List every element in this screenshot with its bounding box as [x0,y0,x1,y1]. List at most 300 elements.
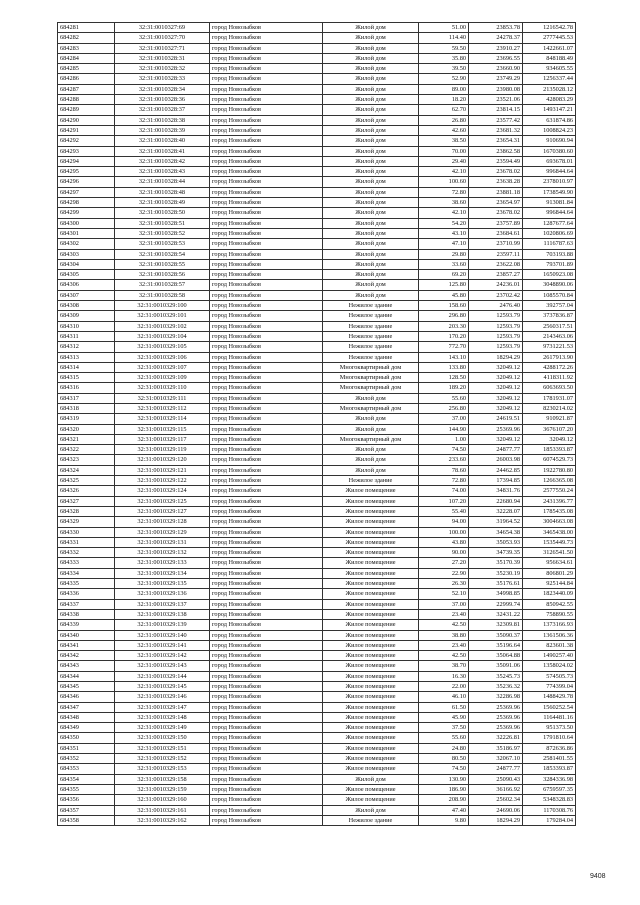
object-type-cell: Жилое помещение [323,754,419,764]
object-type-cell: Нежилое здание [323,331,419,341]
cadastral-value-cell: 1781931.07 [523,393,576,403]
area-cell: 52.10 [419,589,469,599]
address-cell: город Новозыбков [210,362,323,372]
table-row [58,249,576,259]
area-cell: 47.10 [419,239,469,249]
row-id-cell: 684342 [58,651,115,661]
row-id-cell: 684345 [58,682,115,692]
table-row [58,651,576,661]
table-row [58,599,576,609]
row-id-cell: 684297 [58,187,115,197]
cadastral-number-cell: 32:31:0010328:58 [115,290,210,300]
address-cell: город Новозыбков [210,548,323,558]
address-cell: город Новозыбков [210,290,323,300]
row-id-cell: 684344 [58,671,115,681]
unit-value-cell: 35064.88 [469,651,523,661]
unit-value-cell: 23853.78 [469,23,523,33]
cadastral-number-cell: 32:31:0010328:48 [115,187,210,197]
object-type-cell: Жилой дом [323,198,419,208]
cadastral-number-cell: 32:31:0010328:57 [115,280,210,290]
unit-value-cell: 23577.42 [469,115,523,125]
cadastral-number-cell: 32:31:0010327:69 [115,23,210,33]
row-id-cell: 684291 [58,125,115,135]
unit-value-cell: 23660.90 [469,64,523,74]
table-row [58,64,576,74]
table-row [58,548,576,558]
unit-value-cell: 31964.52 [469,517,523,527]
area-cell: 143.10 [419,352,469,362]
area-cell: 23.40 [419,609,469,619]
cadastral-value-cell: 3465438.00 [523,527,576,537]
unit-value-cell: 24690.06 [469,805,523,815]
table-row [58,342,576,352]
table-row [58,496,576,506]
cadastral-value-cell: 5348328.83 [523,795,576,805]
area-cell: 100.60 [419,177,469,187]
row-id-cell: 684288 [58,95,115,105]
table-row [58,784,576,794]
cadastral-value-cell: 1493147.21 [523,105,576,115]
address-cell: город Новозыбков [210,311,323,321]
table-row [58,115,576,125]
address-cell: город Новозыбков [210,218,323,228]
row-id-cell: 684314 [58,362,115,372]
unit-value-cell: 25369.96 [469,712,523,722]
object-type-cell: Жилое помещение [323,640,419,650]
unit-value-cell: 34998.85 [469,589,523,599]
address-cell: город Новозыбков [210,115,323,125]
object-type-cell: Нежилое здание [323,352,419,362]
address-cell: город Новозыбков [210,95,323,105]
unit-value-cell: 18294.29 [469,815,523,825]
cadastral-number-cell: 32:31:0010329:110 [115,383,210,393]
object-type-cell: Жилой дом [323,33,419,43]
cadastral-number-cell: 32:31:0010328:39 [115,125,210,135]
object-type-cell: Многоквартирный дом [323,362,419,372]
area-cell: 90.00 [419,548,469,558]
area-cell: 170.20 [419,331,469,341]
row-id-cell: 684340 [58,630,115,640]
object-type-cell: Жилой дом [323,465,419,475]
cadastral-number-cell: 32:31:0010328:37 [115,105,210,115]
object-type-cell: Жилой дом [323,23,419,33]
unit-value-cell: 12593.79 [469,321,523,331]
object-type-cell: Жилой дом [323,455,419,465]
area-cell: 94.00 [419,517,469,527]
cadastral-number-cell: 32:31:0010329:101 [115,311,210,321]
unit-value-cell: 34831.76 [469,486,523,496]
address-cell: город Новозыбков [210,537,323,547]
cadastral-value-cell: 872636.86 [523,743,576,753]
area-cell: 52.90 [419,74,469,84]
cadastral-number-cell: 32:31:0010329:121 [115,465,210,475]
cadastral-value-cell: 2617913.90 [523,352,576,362]
row-id-cell: 684290 [58,115,115,125]
area-cell: 29.40 [419,156,469,166]
unit-value-cell: 23862.58 [469,146,523,156]
area-cell: 35.80 [419,53,469,63]
table-row [58,125,576,135]
cadastral-number-cell: 32:31:0010329:143 [115,661,210,671]
row-id-cell: 684357 [58,805,115,815]
area-cell: 42.50 [419,620,469,630]
table-row [58,259,576,269]
table-row [58,270,576,280]
cadastral-value-cell: 1670380.60 [523,146,576,156]
cadastral-number-cell: 32:31:0010329:127 [115,506,210,516]
unit-value-cell: 32228.07 [469,506,523,516]
address-cell: город Новозыбков [210,805,323,815]
row-id-cell: 684305 [58,270,115,280]
row-id-cell: 684283 [58,43,115,53]
area-cell: 72.80 [419,187,469,197]
table-row [58,445,576,455]
address-cell: город Новозыбков [210,640,323,650]
cadastral-value-table [57,22,576,826]
area-cell: 18.20 [419,95,469,105]
object-type-cell: Жилое помещение [323,795,419,805]
address-cell: город Новозыбков [210,558,323,568]
area-cell: 62.70 [419,105,469,115]
table-row [58,589,576,599]
object-type-cell: Жилой дом [323,239,419,249]
row-id-cell: 684355 [58,784,115,794]
cadastral-value-cell: 1266365.08 [523,476,576,486]
row-id-cell: 684324 [58,465,115,475]
row-id-cell: 684319 [58,414,115,424]
row-id-cell: 684307 [58,290,115,300]
area-cell: 37.00 [419,599,469,609]
table-row [58,311,576,321]
object-type-cell: Жилое помещение [323,712,419,722]
address-cell: город Новозыбков [210,784,323,794]
unit-value-cell: 23696.55 [469,53,523,63]
cadastral-value-cell: 1853393.87 [523,764,576,774]
area-cell: 125.80 [419,280,469,290]
cadastral-value-cell: 910690.94 [523,136,576,146]
row-id-cell: 684333 [58,558,115,568]
cadastral-value-cell: 1791810.64 [523,733,576,743]
row-id-cell: 684332 [58,548,115,558]
cadastral-number-cell: 32:31:0010329:148 [115,712,210,722]
unit-value-cell: 26003.98 [469,455,523,465]
area-cell: 128.50 [419,373,469,383]
cadastral-number-cell: 32:31:0010328:53 [115,239,210,249]
unit-value-cell: 32049.12 [469,393,523,403]
table-row [58,506,576,516]
cadastral-number-cell: 32:31:0010329:117 [115,434,210,444]
table-row [58,455,576,465]
object-type-cell: Жилое помещение [323,589,419,599]
table-row [58,105,576,115]
table-row [58,177,576,187]
object-type-cell: Жилой дом [323,136,419,146]
row-id-cell: 684325 [58,476,115,486]
table-row [58,630,576,640]
area-cell: 54.20 [419,218,469,228]
table-row [58,198,576,208]
row-id-cell: 684336 [58,589,115,599]
area-cell: 26.80 [419,115,469,125]
table-row [58,84,576,94]
address-cell: город Новозыбков [210,651,323,661]
row-id-cell: 684298 [58,198,115,208]
unit-value-cell: 24462.85 [469,465,523,475]
area-cell: 9.80 [419,815,469,825]
address-cell: город Новозыбков [210,301,323,311]
object-type-cell: Жилой дом [323,74,419,84]
row-id-cell: 684316 [58,383,115,393]
object-type-cell: Жилое помещение [323,609,419,619]
address-cell: город Новозыбков [210,414,323,424]
address-cell: город Новозыбков [210,136,323,146]
table-row [58,620,576,630]
area-cell: 42.10 [419,208,469,218]
row-id-cell: 684349 [58,723,115,733]
cadastral-value-cell: 1650923.08 [523,270,576,280]
unit-value-cell: 23702.42 [469,290,523,300]
address-cell: город Новозыбков [210,53,323,63]
cadastral-value-cell: 1535449.73 [523,537,576,547]
cadastral-number-cell: 32:31:0010329:136 [115,589,210,599]
address-cell: город Новозыбков [210,228,323,238]
address-cell: город Новозыбков [210,568,323,578]
cadastral-value-cell: 1738549.90 [523,187,576,197]
address-cell: город Новозыбков [210,167,323,177]
cadastral-value-cell: 1170308.76 [523,805,576,815]
area-cell: 74.50 [419,445,469,455]
area-cell: 45.90 [419,712,469,722]
cadastral-value-cell: 8230214.02 [523,403,576,413]
area-cell: 69.20 [419,270,469,280]
cadastral-value-cell: 1853393.87 [523,445,576,455]
row-id-cell: 684306 [58,280,115,290]
address-cell: город Новозыбков [210,754,323,764]
area-cell: 78.60 [419,465,469,475]
cadastral-value-cell: 1085570.84 [523,290,576,300]
unit-value-cell: 35090.37 [469,630,523,640]
cadastral-value-cell: 1490257.40 [523,651,576,661]
object-type-cell: Жилое помещение [323,671,419,681]
table-row [58,218,576,228]
row-id-cell: 684312 [58,342,115,352]
cadastral-number-cell: 32:31:0010329:145 [115,682,210,692]
area-cell: 107.20 [419,496,469,506]
table-row [58,136,576,146]
row-id-cell: 684287 [58,84,115,94]
area-cell: 74.50 [419,764,469,774]
cadastral-value-cell: 6074529.73 [523,455,576,465]
cadastral-number-cell: 32:31:0010329:142 [115,651,210,661]
address-cell: город Новозыбков [210,198,323,208]
cadastral-value-cell: 1422661.07 [523,43,576,53]
address-cell: город Новозыбков [210,795,323,805]
row-id-cell: 684281 [58,23,115,33]
address-cell: город Новозыбков [210,712,323,722]
area-cell: 80.50 [419,754,469,764]
row-id-cell: 684295 [58,167,115,177]
address-cell: город Новозыбков [210,455,323,465]
cadastral-value-cell: 3004663.08 [523,517,576,527]
cadastral-number-cell: 32:31:0010328:36 [115,95,210,105]
row-id-cell: 684323 [58,455,115,465]
row-id-cell: 684292 [58,136,115,146]
area-cell: 26.30 [419,579,469,589]
row-id-cell: 684285 [58,64,115,74]
table-row [58,764,576,774]
row-id-cell: 684330 [58,527,115,537]
unit-value-cell: 23521.06 [469,95,523,105]
object-type-cell: Жилой дом [323,105,419,115]
object-type-cell: Многоквартирный дом [323,383,419,393]
table-row [58,558,576,568]
object-type-cell: Жилое помещение [323,702,419,712]
row-id-cell: 684284 [58,53,115,63]
object-type-cell: Жилой дом [323,95,419,105]
object-type-cell: Жилое помещение [323,723,419,733]
cadastral-value-cell: 1823440.09 [523,589,576,599]
row-id-cell: 684321 [58,434,115,444]
cadastral-number-cell: 32:31:0010329:105 [115,342,210,352]
cadastral-value-cell: 6759597.35 [523,784,576,794]
unit-value-cell: 35186.97 [469,743,523,753]
row-id-cell: 684304 [58,259,115,269]
cadastral-number-cell: 32:31:0010329:128 [115,517,210,527]
cadastral-number-cell: 32:31:0010328:33 [115,74,210,84]
area-cell: 61.50 [419,702,469,712]
area-cell: 22.00 [419,682,469,692]
area-cell: 74.00 [419,486,469,496]
area-cell: 22.90 [419,568,469,578]
row-id-cell: 684282 [58,33,115,43]
unit-value-cell: 32067.10 [469,754,523,764]
area-cell: 24.80 [419,743,469,753]
area-cell: 37.50 [419,723,469,733]
unit-value-cell: 35230.19 [469,568,523,578]
cadastral-value-cell: 774399.04 [523,682,576,692]
address-cell: город Новозыбков [210,156,323,166]
cadastral-value-cell: 793701.89 [523,259,576,269]
area-cell: 38.50 [419,136,469,146]
cadastral-number-cell: 32:31:0010329:138 [115,609,210,619]
table-row [58,609,576,619]
area-cell: 38.70 [419,661,469,671]
cadastral-number-cell: 32:31:0010329:115 [115,424,210,434]
object-type-cell: Жилой дом [323,270,419,280]
cadastral-value-cell: 996844.64 [523,167,576,177]
row-id-cell: 684308 [58,301,115,311]
cadastral-value-cell: 2378010.97 [523,177,576,187]
table-row [58,53,576,63]
unit-value-cell: 24619.51 [469,414,523,424]
cadastral-number-cell: 32:31:0010329:131 [115,537,210,547]
table-row [58,146,576,156]
cadastral-number-cell: 32:31:0010329:125 [115,496,210,506]
area-cell: 208.90 [419,795,469,805]
row-id-cell: 684338 [58,609,115,619]
address-cell: город Новозыбков [210,774,323,784]
row-id-cell: 684293 [58,146,115,156]
area-cell: 51.00 [419,23,469,33]
object-type-cell: Жилой дом [323,84,419,94]
cadastral-number-cell: 32:31:0010328:44 [115,177,210,187]
table-row [58,290,576,300]
cadastral-number-cell: 32:31:0010327:71 [115,43,210,53]
cadastral-number-cell: 32:31:0010328:55 [115,259,210,269]
row-id-cell: 684352 [58,754,115,764]
object-type-cell: Жилой дом [323,43,419,53]
cadastral-number-cell: 32:31:0010328:41 [115,146,210,156]
cadastral-number-cell: 32:31:0010329:159 [115,784,210,794]
row-id-cell: 684310 [58,321,115,331]
address-cell: город Новозыбков [210,393,323,403]
table-row [58,321,576,331]
area-cell: 186.90 [419,784,469,794]
cadastral-value-cell: 32049.12 [523,434,576,444]
cadastral-number-cell: 32:31:0010328:54 [115,249,210,259]
object-type-cell: Жилое помещение [323,568,419,578]
area-cell: 39.50 [419,64,469,74]
unit-value-cell: 23710.99 [469,239,523,249]
area-cell: 27.20 [419,558,469,568]
table-row [58,671,576,681]
cadastral-value-cell: 925144.84 [523,579,576,589]
cadastral-value-cell: 3284336.98 [523,774,576,784]
cadastral-number-cell: 32:31:0010329:162 [115,815,210,825]
object-type-cell: Жилое помещение [323,630,419,640]
unit-value-cell: 35091.06 [469,661,523,671]
cadastral-value-cell: 1785435.08 [523,506,576,516]
address-cell: город Новозыбков [210,403,323,413]
address-cell: город Новозыбков [210,506,323,516]
address-cell: город Новозыбков [210,74,323,84]
cadastral-value-cell: 179284.04 [523,815,576,825]
area-cell: 55.60 [419,733,469,743]
row-id-cell: 684309 [58,311,115,321]
address-cell: город Новозыбков [210,321,323,331]
address-cell: город Новозыбков [210,476,323,486]
cadastral-value-cell: 574505.73 [523,671,576,681]
row-id-cell: 684301 [58,228,115,238]
area-cell: 114.40 [419,33,469,43]
cadastral-value-cell: 1488429.78 [523,692,576,702]
area-cell: 37.00 [419,414,469,424]
cadastral-number-cell: 32:31:0010329:107 [115,362,210,372]
address-cell: город Новозыбков [210,527,323,537]
object-type-cell: Жилой дом [323,249,419,259]
table-row [58,331,576,341]
cadastral-value-cell: 693678.01 [523,156,576,166]
area-cell: 42.50 [419,651,469,661]
object-type-cell: Жилое помещение [323,692,419,702]
row-id-cell: 684315 [58,373,115,383]
address-cell: город Новозыбков [210,671,323,681]
address-cell: город Новозыбков [210,270,323,280]
cadastral-number-cell: 32:31:0010329:139 [115,620,210,630]
address-cell: город Новозыбков [210,125,323,135]
table-row [58,537,576,547]
cadastral-value-cell: 1922780.80 [523,465,576,475]
cadastral-value-cell: 1116787.63 [523,239,576,249]
address-cell: город Новозыбков [210,187,323,197]
cadastral-value-cell: 2431396.77 [523,496,576,506]
cadastral-value-cell: 1008824.23 [523,125,576,135]
cadastral-value-cell: 392757.04 [523,301,576,311]
row-id-cell: 684318 [58,403,115,413]
cadastral-number-cell: 32:31:0010329:120 [115,455,210,465]
table-row [58,692,576,702]
table-row [58,23,576,33]
